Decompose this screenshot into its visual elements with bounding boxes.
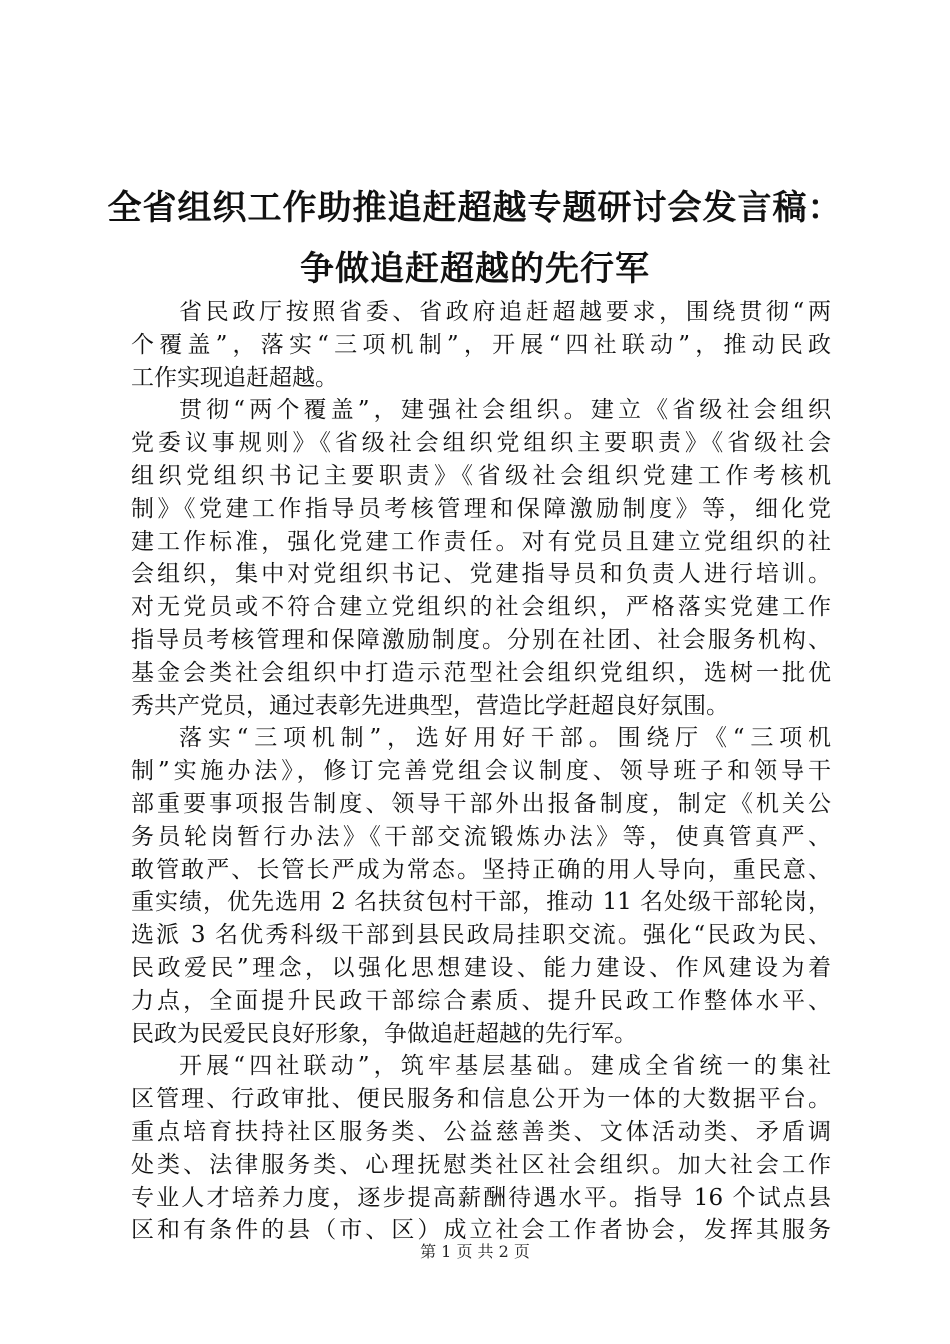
body-line: 开展“四社联动”，筑牢基层基础。建成全省统一的集社 (179, 1053, 831, 1080)
body-line: 区和有条件的县（市、区）成立社会工作者协会，发挥其服务 (131, 1217, 831, 1244)
body-line: 指导员考核管理和保障激励制度。分别在社团、社会服务机构、 (131, 626, 831, 653)
body-line: 个覆盖”，落实“三项机制”，开展“四社联动”，推动民政 (131, 331, 831, 358)
document-title-line-2: 争做追赶超越的先行军 (300, 249, 650, 289)
body-line: 力点，全面提升民政干部综合素质、提升民政工作整体水平、 (131, 987, 831, 1014)
body-line: 重点培育扶持社区服务类、公益慈善类、文体活动类、矛盾调 (131, 1118, 831, 1145)
body-line: 工作实现追赶超越。 (131, 364, 338, 391)
document-body (131, 296, 831, 1247)
body-line: 民政为民爱民良好形象，争做追赶超越的先行军。 (131, 1020, 637, 1047)
body-line: 对无党员或不符合建立党组织的社会组织，严格落实党建工作 (131, 594, 831, 621)
body-line: 区管理、行政审批、便民服务和信息公开为一体的大数据平台。 (131, 1086, 831, 1113)
body-line: 落实“三项机制”，选好用好干部。围绕厅《“三项机 (179, 725, 831, 752)
body-line: 务员轮岗暂行办法》《干部交流锻炼办法》等，使真管真严、 (131, 823, 831, 850)
body-line: 选派 3 名优秀科级干部到县民政局挂职交流。强化“民政为民、 (131, 922, 831, 949)
body-line: 专业人才培养力度，逐步提高薪酬待遇水平。指导 16 个试点县 (131, 1184, 831, 1211)
body-line: 省民政厅按照省委、省政府追赶超越要求，围绕贯彻“两 (179, 299, 831, 325)
page-number-footer: 第 1 页 共 2 页 (420, 1242, 530, 1261)
body-line: 建工作标准，强化党建工作责任。对有党员且建立党组织的社 (131, 528, 831, 555)
body-line: 部重要事项报告制度、领导干部外出报备制度，制定《机关公 (131, 790, 831, 817)
body-line: 贯彻“两个覆盖”，建强社会组织。建立《省级社会组织 (179, 397, 831, 424)
body-line: 会组织，集中对党组织书记、党建指导员和负责人进行培训。 (131, 561, 831, 588)
body-line: 制”实施办法》，修订完善党组会议制度、领导班子和领导干 (131, 758, 831, 785)
body-line: 组织党组织书记主要职责》《省级社会组织党建工作考核机 (131, 462, 831, 489)
document-title-line-1: 全省组织工作助推追赶超越专题研讨会发言稿： (107, 188, 843, 228)
body-line: 制》《党建工作指导员考核管理和保障激励制度》等，细化党 (131, 495, 831, 522)
body-line: 敢管敢严、长管长严成为常态。坚持正确的用人导向，重民意、 (131, 856, 831, 883)
body-line: 民政爱民”理念，以强化思想建设、能力建设、作风建设为着 (131, 954, 831, 981)
body-line: 重实绩，优先选用 2 名扶贫包村干部，推动 11 名处级干部轮岗， (131, 889, 831, 916)
body-line: 处类、法律服务类、心理抚慰类社区社会组织。加大社会工作 (131, 1151, 831, 1178)
body-line: 秀共产党员，通过表彰先进典型，营造比学赶超良好氛围。 (131, 692, 729, 719)
body-line: 党委议事规则》《省级社会组织党组织主要职责》《省级社会 (131, 430, 831, 457)
body-line: 基金会类社会组织中打造示范型社会组织党组织，选树一批优 (131, 659, 831, 686)
